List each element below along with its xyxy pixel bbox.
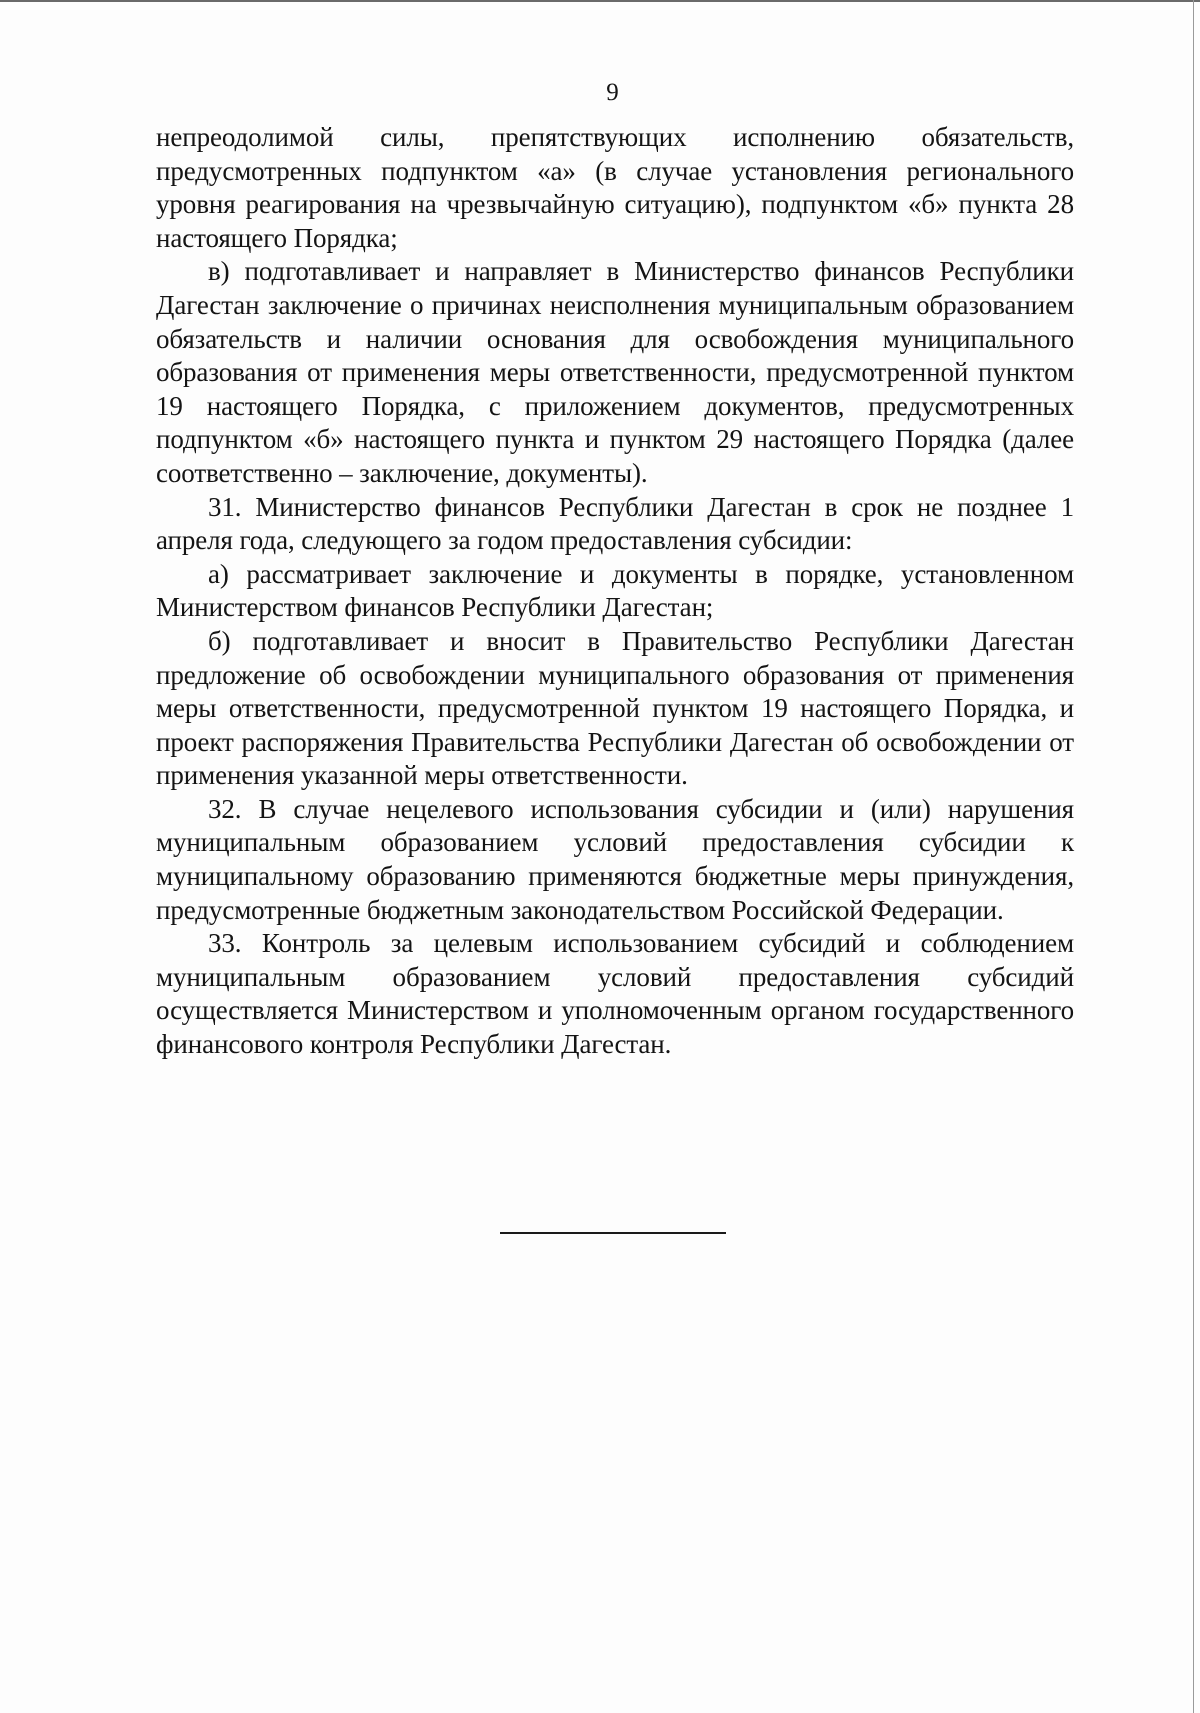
page-number: 9	[606, 79, 619, 106]
closing-rule-divider	[500, 1232, 726, 1234]
paragraph-continuation: непреодолимой силы, препятствующих исполнению обязательств, предусмотренных подпунктом «а» (в случае установления регионального уровня реагирования на чрезвычайную ситуацию), подпунктом «б» пункта 28 настоящего Порядка;	[156, 122, 1074, 253]
scan-top-edge	[0, 0, 1200, 2]
paragraph-31: 31. Министерство финансов Республики Дагестан в срок не позднее 1 апреля года, следующего за годом предоставления субсидии:	[156, 491, 1074, 556]
scan-right-edge	[1193, 0, 1194, 1713]
document-body	[156, 121, 1074, 1062]
paragraph-item-v: в) подготавливает и направляет в Министерство финансов Республики Дагестан заключение о причинах неисполнения муниципальным образованием обязательств и наличии основания для освобождения муниципального образования от применения меры ответственности, предусмотренной пунктом 19 настоящего Порядка, с приложением документов, предусмотренных подпунктом «б» настоящего пункта и пунктом 29 настоящего Порядка (далее соответственно – заключение, документы).	[156, 256, 1074, 488]
paragraph-31-b: б) подготавливает и вносит в Правительство Республики Дагестан предложение об освобождении муниципального образования от применения меры ответственности, предусмотренной пунктом 19 настоящего Порядка, и проект распоряжения Правительства Республики Дагестан об освобождении от применения указанной меры ответственности.	[156, 625, 1074, 791]
paragraph-31-a: а) рассматривает заключение и документы в порядке, установленном Министерством финансов Республики Дагестан;	[156, 558, 1074, 623]
paragraph-33: 33. Контроль за целевым использованием субсидий и соблюдением муниципальным образованием условий предоставления субсидий осуществляется Министерством и уполномоченным органом государственного финансового контроля Республики Дагестан.	[156, 928, 1074, 1060]
paragraph-32: 32. В случае нецелевого использования субсидии и (или) нарушения муниципальным образованием условий предоставления субсидии к муниципальному образованию применяются бюджетные меры принуждения, предусмотренные бюджетным законодательством Российской Федерации.	[156, 793, 1074, 925]
